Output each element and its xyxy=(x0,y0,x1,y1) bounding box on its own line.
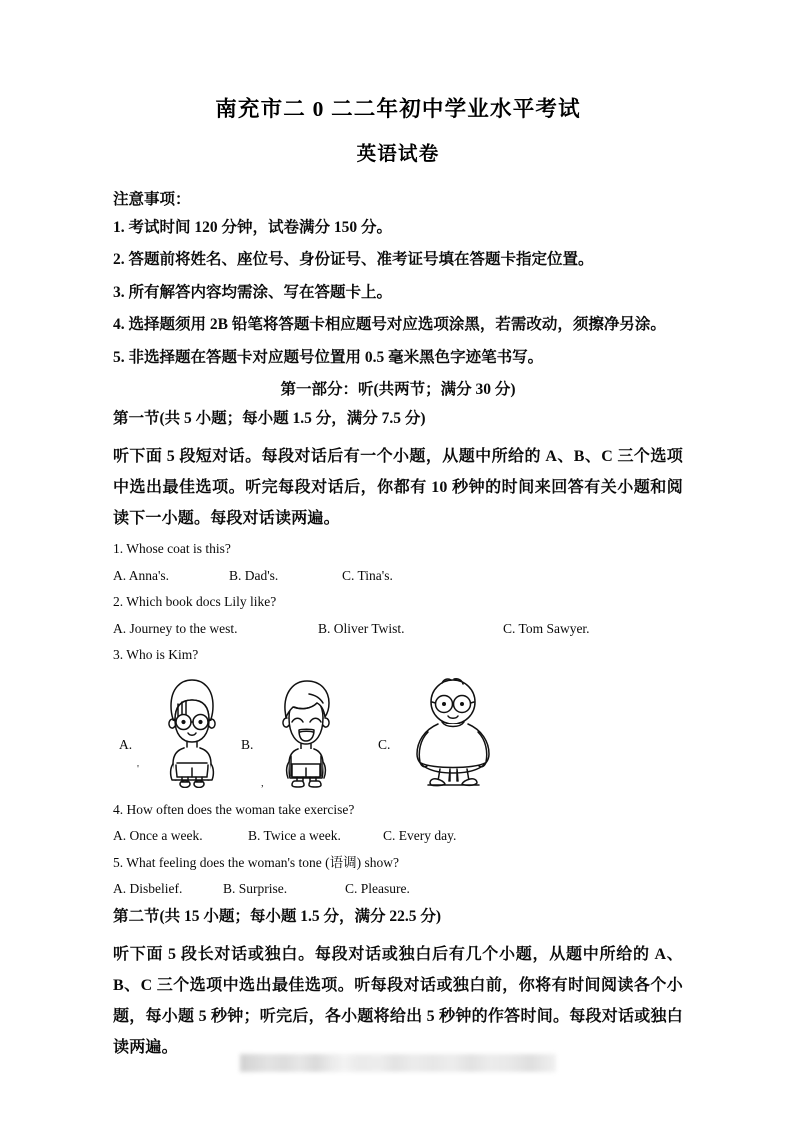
notice-item-3: 3. 所有解答内容均需涂、写在答题卡上。 xyxy=(113,283,393,301)
question-4-option-b[interactable]: B. Twice a week. xyxy=(248,828,341,844)
question-3-option-a-label[interactable]: A. xyxy=(119,736,133,752)
question-3-stem: 3. Who is Kim? xyxy=(113,647,199,663)
page-subtitle: 英语试卷 xyxy=(356,143,440,165)
redaction-watermark-bar xyxy=(240,1054,556,1072)
question-3-option-b-label[interactable]: B. xyxy=(241,736,254,752)
question-3-options xyxy=(113,675,683,793)
page-title: 南充市二 0 二二年初中学业水平考试 xyxy=(215,97,581,121)
question-1-stem: 1. Whose coat is this? xyxy=(113,541,231,557)
notice-item-5: 5. 非选择题在答题卡对应题号位置用 0.5 毫米黑色字迹笔书写。 xyxy=(113,348,544,366)
page-content xyxy=(113,0,683,1071)
question-4-option-a[interactable]: A. Once a week. xyxy=(113,828,203,844)
question-5-options xyxy=(113,882,683,896)
notice-item-4: 4. 选择题须用 2B 铅笔将答题卡相应题号对应选项涂黑，若需改动，须擦净另涂。 xyxy=(113,316,666,334)
section-two-heading: 第二节(共 15 小题；每小题 1.5 分，满分 22.5 分) xyxy=(113,907,442,925)
question-2-option-b[interactable]: B. Oliver Twist. xyxy=(318,620,405,636)
question-2-option-a[interactable]: A. Journey to the west. xyxy=(113,620,238,636)
question-1-option-a[interactable]: A. Anna's. xyxy=(113,567,170,583)
question-5-option-b[interactable]: B. Surprise. xyxy=(223,881,288,897)
section-one-directions: 听下面 5 段短对话。每段对话后有一个小题，从题中所给的 A、B、C 三个选项中选出最佳选项。听完每段对话后，你都有 10 秒钟的时间来回答有关小题和阅读下一小题。每段对话读两遍。 xyxy=(113,448,683,527)
question-3-option-c-label[interactable]: C. xyxy=(378,736,391,752)
question-4-stem: 4. How often does the woman take exercise? xyxy=(113,801,355,817)
section-two-directions: 听下面 5 段长对话或独白。每段对话或独白后有几个小题，从题中所给的 A、B、C 三个选项中选出最佳选项。听每段对话或独白前，你将有时间阅读各个小题，每小题 5 秒钟；听完后，各小题将给出 5 秒钟的作答时间。每段对话或独白读两遍。 xyxy=(113,946,683,1056)
question-1-option-c[interactable]: C. Tina's. xyxy=(342,567,393,583)
stray-mark-b-icon: , xyxy=(261,776,264,789)
notice-item-2: 2. 答题前将姓名、座位号、身份证号、准考证号填在答题卡指定位置。 xyxy=(113,251,594,269)
notice-heading: 注意事项： xyxy=(113,191,191,209)
section-one-heading: 第一节(共 5 小题；每小题 1.5 分，满分 7.5 分) xyxy=(113,409,426,427)
stray-mark-a-icon: ' xyxy=(137,762,139,775)
question-5-option-a[interactable]: A. Disbelief. xyxy=(113,881,183,897)
question-3-option-a-figure-boy-glasses-icon[interactable] xyxy=(151,676,233,793)
question-5-option-c[interactable]: C. Pleasure. xyxy=(345,881,410,897)
notice-item-1: 1. 考试时间 120 分钟，试卷满分 150 分。 xyxy=(113,218,393,236)
question-2-stem: 2. Which book docs Lily like? xyxy=(113,594,277,610)
question-4-options xyxy=(113,829,683,843)
question-1-options xyxy=(113,569,683,583)
question-2-options xyxy=(113,622,683,636)
question-1-option-b[interactable]: B. Dad's. xyxy=(229,567,279,583)
question-3-option-b-figure-boy-laughing-icon[interactable] xyxy=(265,676,347,793)
question-5-stem: 5. What feeling does the woman's tone (语调) show? xyxy=(113,854,399,870)
question-3-option-c-figure-chubby-boy-icon[interactable] xyxy=(406,676,501,793)
part-one-heading: 第一部分：听(共两节；满分 30 分) xyxy=(280,381,516,399)
notice-block xyxy=(113,192,683,365)
question-4-option-c[interactable]: C. Every day. xyxy=(383,828,457,844)
question-2-option-c[interactable]: C. Tom Sawyer. xyxy=(503,620,590,636)
